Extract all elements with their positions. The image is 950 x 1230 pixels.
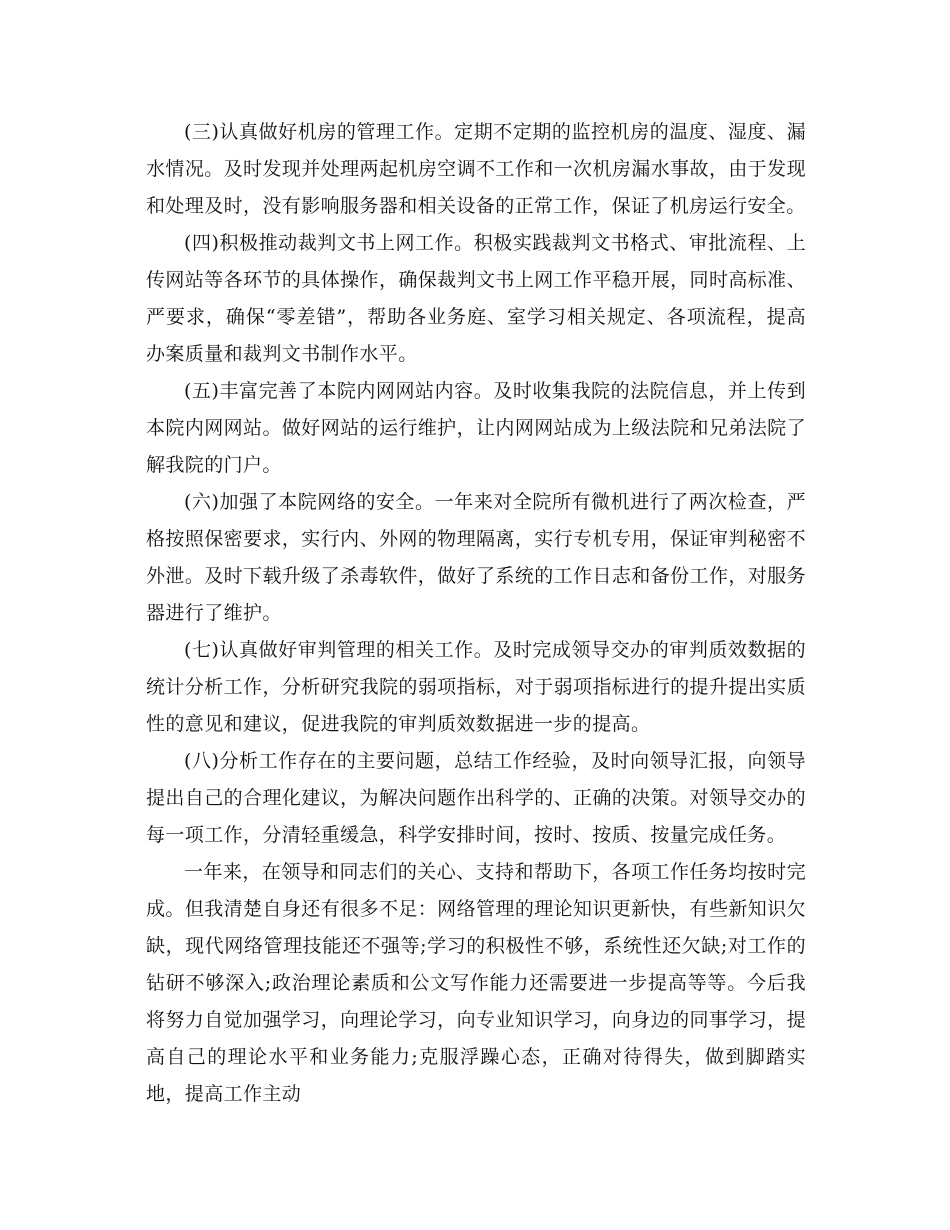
paragraph-3: (三)认真做好机房的管理工作。定期不定期的监控机房的温度、湿度、漏水情况。及时发现并处理两起机房空调不工作和一次机房漏水事故，由于发现和处理及时，没有影响服务器和相关设备的正常工作，保证了机房运行安全。 — [146, 121, 806, 217]
paragraph-summary: 一年来，在领导和同志们的关心、支持和帮助下，各项工作任务均按时完成。但我清楚自身还有很多不足：网络管理的理论知识更新快，有些新知识欠缺，现代网络管理技能还不强等;学习的积极性不够，系统性还欠缺;对工作的钻研不够深入;政治理论素质和公文写作能力还需要进一步提高等等。今后我将努力自觉加强学习，向理论学习，向专业知识学习，向身边的同事学习，提高自己的理论水平和业务能力;克服浮躁心态，正确对待得失，做到脚踏实地，提高工作主动 — [146, 861, 806, 1105]
paragraph-7: (七)认真做好审判管理的相关工作。及时完成领导交办的审判质效数据的统计分析工作，分析研究我院的弱项指标，对于弱项指标进行的提升提出实质性的意见和建议，促进我院的审判质效数据进一步的提高。 — [146, 639, 806, 735]
paragraph-4: (四)积极推动裁判文书上网工作。积极实践裁判文书格式、审批流程、上传网站等各环节的具体操作，确保裁判文书上网工作平稳开展，同时高标准、严要求，确保“零差错”，帮助各业务庭、室学习相关规定、各项流程，提高办案质量和裁判文书制作水平。 — [146, 232, 806, 365]
document-body — [146, 114, 806, 1113]
paragraph-5: (五)丰富完善了本院内网网站内容。及时收集我院的法院信息，并上传到本院内网网站。做好网站的运行维护，让内网网站成为上级法院和兄弟法院了解我院的门户。 — [146, 380, 806, 476]
paragraph-8: (八)分析工作存在的主要问题，总结工作经验，及时向领导汇报，向领导提出自己的合理化建议，为解决问题作出科学的、正确的决策。对领导交办的每一项工作，分清轻重缓急，科学安排时间，按时、按质、按量完成任务。 — [146, 750, 806, 846]
paragraph-6: (六)加强了本院网络的安全。一年来对全院所有微机进行了两次检查，严格按照保密要求，实行内、外网的物理隔离，实行专机专用，保证审判秘密不外泄。及时下载升级了杀毒软件，做好了系统的工作日志和备份工作，对服务器进行了维护。 — [146, 491, 806, 624]
